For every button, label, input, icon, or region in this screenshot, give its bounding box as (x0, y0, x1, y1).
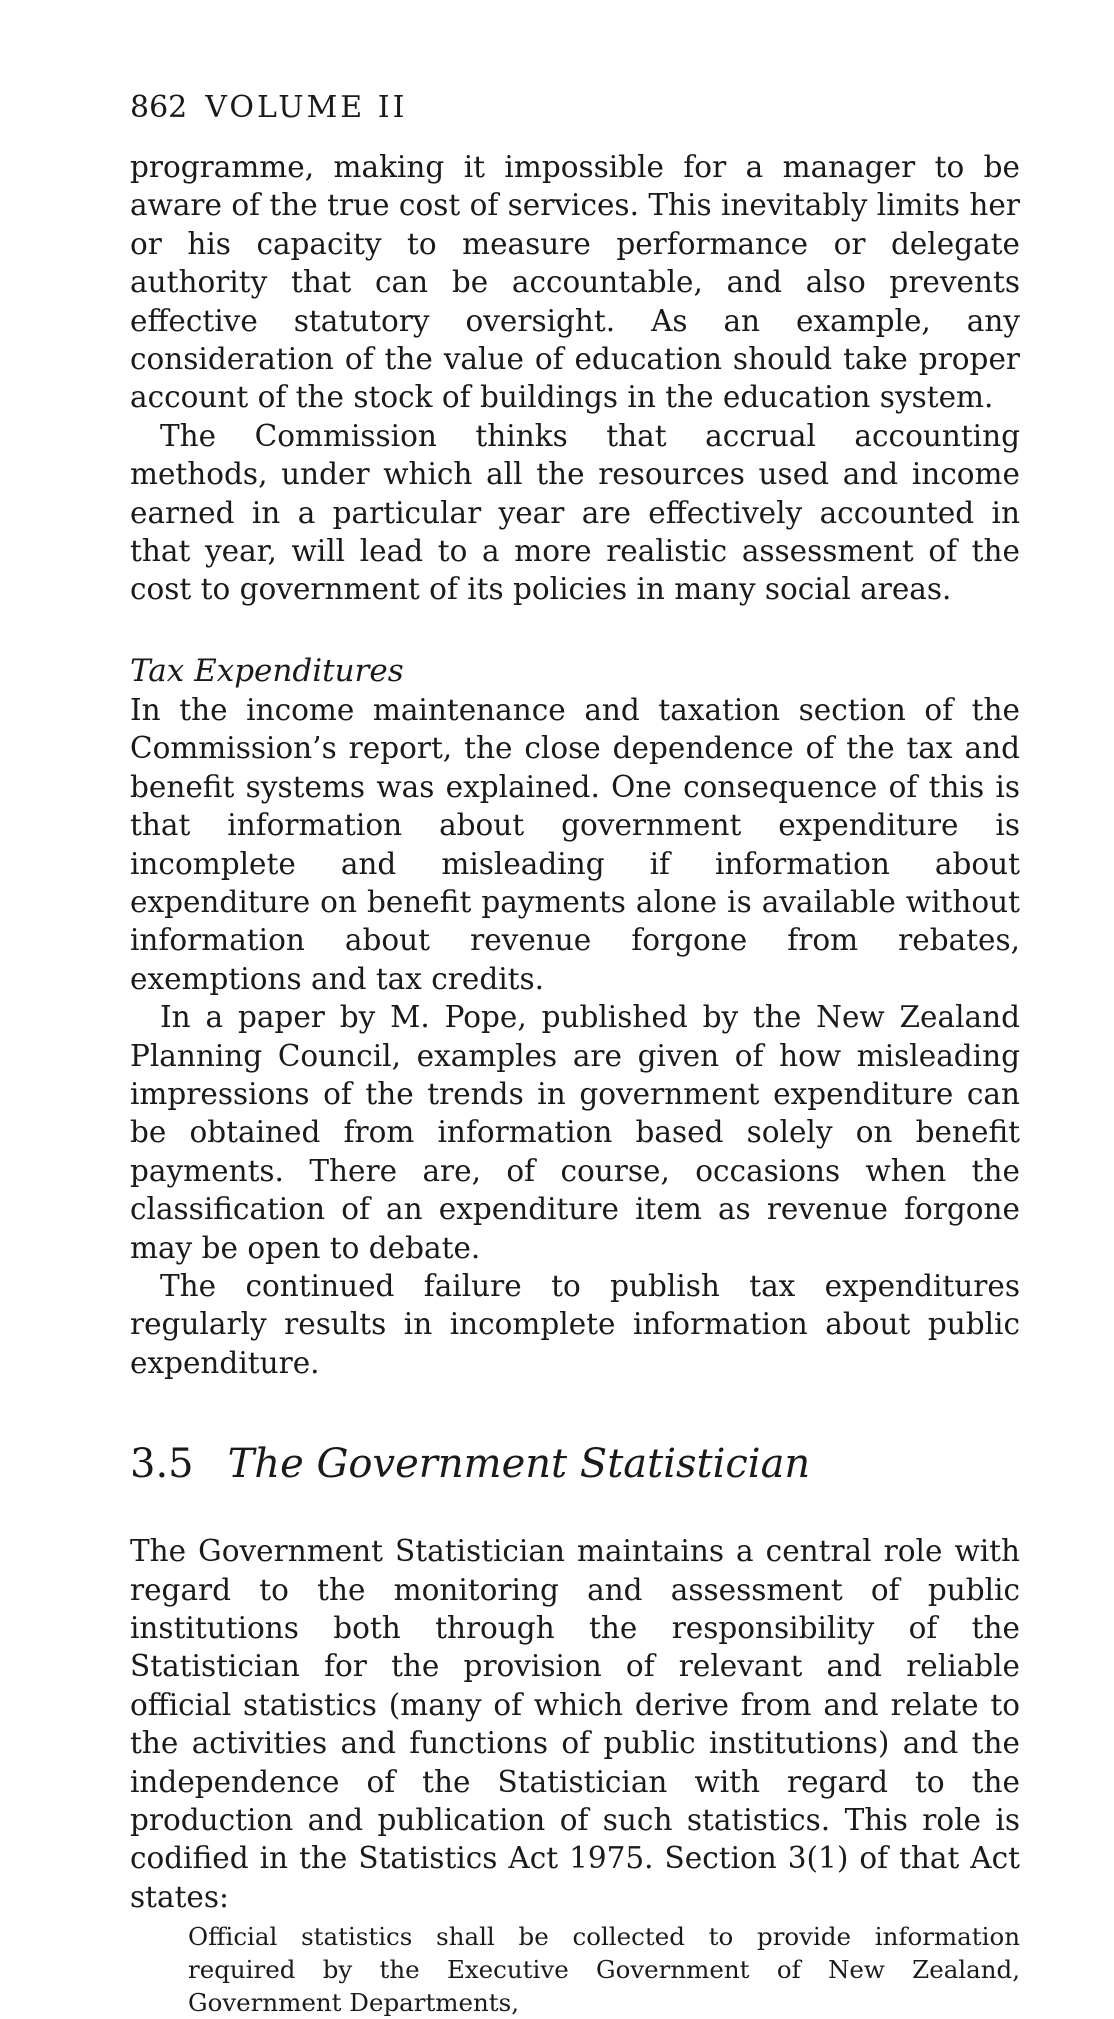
paragraph-statistician: The Government Statistician maintains a central role with regard to the monitoring and assessment of public institutions both through the responsibility of the Statistician for the provision of relevant and reliable official statistics (many of which derive from and relate to the activities and functions of public institutions) and the independence of the Statistician with regard to the production and publication of such statistics. This role is codified in the Statistics Act 1975. Section 3(1) of that Act states: (130, 1534, 1020, 1914)
paragraph-tax-1: In the income maintenance and taxation section of the Commission’s report, the close dependence of the tax and benefit systems was explained. One consequence of this is that information about government expenditure is incomplete and misleading if information about expenditure on benefit payments alone is available without information about revenue forgone from rebates, exemptions and tax credits. (130, 692, 1020, 996)
section-number: 3.5 (130, 1441, 194, 1488)
volume-label: VOLUME II (205, 90, 408, 125)
paragraph-continuation: programme, making it impossible for a manager to be aware of the true cost of services. This inevitably limits her or his capacity to measure performance or delegate authority that can be accountable, and also prevents effective statutory oversight. As an example, any consideration of the value of education should take proper account of the stock of buildings in the education system. (130, 150, 1020, 415)
section-heading-3-5 (130, 1440, 1020, 1488)
block-quote-statistics-act: Official statistics shall be collected to provide information required by the Executive Government of New Zealand, Government Departments, (188, 1922, 1020, 2018)
running-head (130, 90, 1020, 126)
page-number: 862 (130, 90, 188, 125)
subheading-tax-expenditures: Tax Expenditures (130, 652, 404, 689)
page (130, 90, 1020, 2019)
paragraph-tax-2: In a paper by M. Pope, published by the New Zealand Planning Council, examples are given of how misleading impressions of the trends in government expenditure can be obtained from information based solely on benefit payments. There are, of course, occasions when the classification of an expenditure item as revenue forgone may be open to debate. (130, 1000, 1020, 1265)
paragraph-tax-3: The continued failure to publish tax expenditures regularly results in incomplete information about public expenditure. (130, 1268, 1020, 1380)
paragraph-accrual-accounting: The Commission thinks that accrual accounting methods, under which all the resources used and income earned in a particular year are effectively accounted in that year, will lead to a more realistic assessment of the cost to government of its policies in many social areas. (130, 418, 1020, 607)
section-title: The Government Statistician (227, 1441, 811, 1488)
